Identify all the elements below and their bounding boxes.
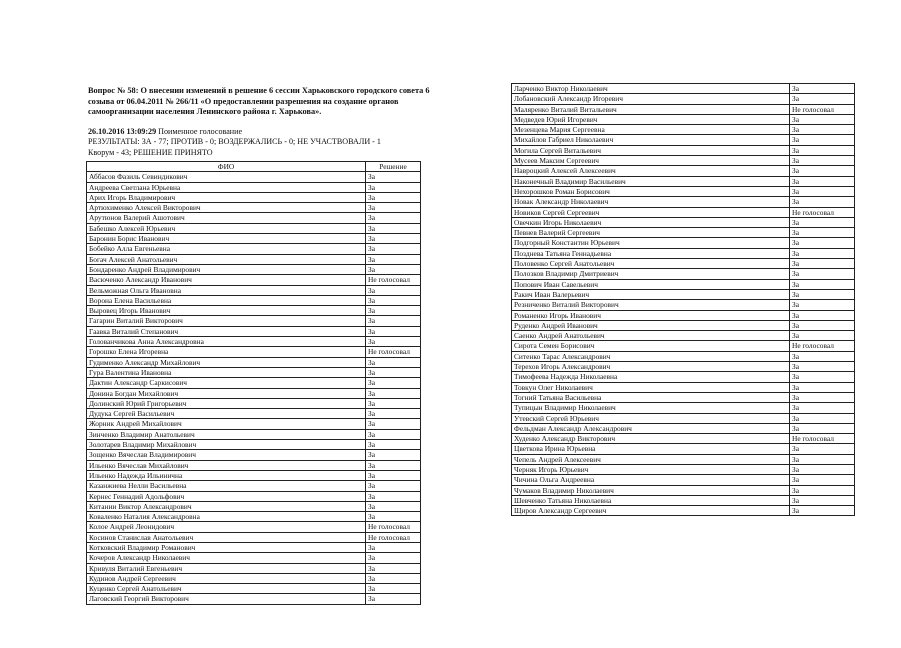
table-row <box>87 429 421 439</box>
deputy-name: Попович Иван Савельевич <box>512 279 790 289</box>
deputy-name: Тимофеева Надежда Николаевна <box>512 372 790 382</box>
vote-decision: За <box>366 172 421 182</box>
vote-decision: За <box>790 444 855 454</box>
vote-decision: За <box>366 491 421 501</box>
vote-decision: За <box>366 450 421 460</box>
vote-decision: За <box>366 192 421 202</box>
table-row <box>512 135 855 145</box>
table-row <box>512 495 855 505</box>
deputy-name: Бабешко Алексей Юрьевич <box>87 223 366 233</box>
vote-decision: За <box>366 367 421 377</box>
vote-decision: За <box>366 244 421 254</box>
deputy-name: Ракич Иван Валерьевич <box>512 289 790 299</box>
table-row <box>87 203 421 213</box>
deputy-name: Михайлов Габриел Николаевич <box>512 135 790 145</box>
vote-decision: За <box>366 553 421 563</box>
vote-decision: За <box>366 357 421 367</box>
deputy-name: Арих Игорь Владимирович <box>87 192 366 202</box>
vote-decision: За <box>366 285 421 295</box>
deputy-name: Товкун Олег Николаевич <box>512 382 790 392</box>
table-row <box>512 351 855 361</box>
table-row <box>512 156 855 166</box>
table-row <box>512 104 855 114</box>
table-row <box>512 248 855 258</box>
table-row <box>87 501 421 511</box>
table-row <box>87 316 421 326</box>
vote-decision: За <box>790 392 855 402</box>
vote-decision: За <box>366 470 421 480</box>
deputy-name: Новак Александр Николаевич <box>512 197 790 207</box>
vote-decision: За <box>790 217 855 227</box>
table-row <box>87 542 421 552</box>
table-row <box>87 512 421 522</box>
deputy-name: Шевченко Татьяна Николаевна <box>512 495 790 505</box>
table-row <box>512 300 855 310</box>
deputy-name: Певнев Валерий Сергеевич <box>512 228 790 238</box>
deputy-name: Гаавка Виталий Степанович <box>87 326 366 336</box>
table-row <box>512 320 855 330</box>
vote-table-left-body <box>87 172 421 604</box>
deputy-name: Лобановский Александр Игоревич <box>512 94 790 104</box>
deputy-name: Цветкова Ирина Юрьевна <box>512 444 790 454</box>
deputy-name: Чепель Андрей Алексеевич <box>512 454 790 464</box>
deputy-name: Саенко Андрей Анатольевич <box>512 331 790 341</box>
table-row <box>512 166 855 176</box>
deputy-name: Чичина Ольга Андреевна <box>512 475 790 485</box>
deputy-name: Ситенко Тарас Александрович <box>512 351 790 361</box>
table-row <box>87 357 421 367</box>
deputy-name: Жорник Андрей Михайлович <box>87 419 366 429</box>
vote-decision: За <box>790 495 855 505</box>
table-row <box>87 481 421 491</box>
deputy-name: Выровец Игорь Иванович <box>87 306 366 316</box>
deputy-name: Чумаков Владимир Николаевич <box>512 485 790 495</box>
table-row <box>87 491 421 501</box>
vote-decision: За <box>366 429 421 439</box>
table-row <box>512 341 855 351</box>
vote-decision: За <box>790 248 855 258</box>
vote-decision: За <box>366 213 421 223</box>
deputy-name: Косинов Станислав Анатольевич <box>87 532 366 542</box>
deputy-name: Горошко Елена Игоревна <box>87 347 366 357</box>
table-row <box>512 331 855 341</box>
table-row <box>512 423 855 433</box>
deputy-name: Позднева Татьяна Геннадьевна <box>512 248 790 258</box>
table-row <box>87 584 421 594</box>
deputy-name: Лаговский Георгий Викторович <box>87 594 366 604</box>
table-row <box>512 444 855 454</box>
table-row <box>512 289 855 299</box>
vote-decision: За <box>790 145 855 155</box>
deputy-name: Наконечный Владимир Васильевич <box>512 176 790 186</box>
deputy-name: Гудименко Александр Михайлович <box>87 357 366 367</box>
table-row <box>512 403 855 413</box>
vote-decision: За <box>790 506 855 516</box>
vote-decision: За <box>366 542 421 552</box>
deputy-name: Долинский Юрий Григорьевич <box>87 398 366 408</box>
vote-decision: Не голосовал <box>790 207 855 217</box>
deputy-name: Куценко Сергей Анатольевич <box>87 584 366 594</box>
deputy-name: Колое Андрей Леонидович <box>87 522 366 532</box>
table-row <box>87 285 421 295</box>
table-row <box>512 392 855 402</box>
deputy-name: Донина Богдан Михайлович <box>87 388 366 398</box>
vote-decision: За <box>366 398 421 408</box>
deputy-name: Котковский Владимир Романович <box>87 542 366 552</box>
table-row <box>87 440 421 450</box>
vote-decision: За <box>790 156 855 166</box>
vote-datetime: 26.10.2016 13:09:29 <box>88 127 157 136</box>
vote-decision: За <box>790 300 855 310</box>
vote-table-right <box>511 83 855 516</box>
deputy-name: Резниченко Виталий Викторович <box>512 300 790 310</box>
table-row <box>87 234 421 244</box>
deputy-name: Сирота Семен Борисович <box>512 341 790 351</box>
vote-decision: За <box>790 382 855 392</box>
vote-decision: За <box>366 388 421 398</box>
table-row <box>512 310 855 320</box>
vote-decision: За <box>790 228 855 238</box>
table-row <box>512 238 855 248</box>
table-row <box>512 372 855 382</box>
table-row <box>512 506 855 516</box>
table-row <box>512 217 855 227</box>
deputy-name: Кривуля Виталий Евгеньевич <box>87 563 366 573</box>
vote-decision: За <box>790 279 855 289</box>
vote-decision: За <box>366 223 421 233</box>
table-row <box>512 434 855 444</box>
vote-decision: За <box>790 269 855 279</box>
table-row <box>512 464 855 474</box>
table-row <box>512 259 855 269</box>
vote-decision: За <box>790 238 855 248</box>
deputy-name: Черняк Игорь Юрьевич <box>512 464 790 474</box>
vote-decision: За <box>790 125 855 135</box>
table-row <box>87 460 421 470</box>
vote-decision: За <box>366 584 421 594</box>
deputy-name: Зощенко Вячеслав Владимирович <box>87 450 366 460</box>
table-row <box>512 125 855 135</box>
deputy-name: Мезенцева Мария Сергеевна <box>512 125 790 135</box>
vote-decision: За <box>366 501 421 511</box>
deputy-name: Тогний Татьяна Васильевна <box>512 392 790 402</box>
deputy-name: Бобейко Алла Евгеньевна <box>87 244 366 254</box>
deputy-name: Васюченко Александр Иванович <box>87 275 366 285</box>
vote-type: Поименное голосование <box>158 127 243 136</box>
table-row <box>87 378 421 388</box>
vote-decision: Не голосовал <box>366 522 421 532</box>
table-row <box>87 326 421 336</box>
deputy-name: Худенко Александр Викторович <box>512 434 790 444</box>
table-row <box>87 573 421 583</box>
table-row <box>87 275 421 285</box>
table-row <box>512 145 855 155</box>
table-row <box>512 94 855 104</box>
deputy-name: Щиров Александр Сергеевич <box>512 506 790 516</box>
table-row <box>512 382 855 392</box>
deputy-name: Арутюнов Валерий Ашотович <box>87 213 366 223</box>
vote-decision: Не голосовал <box>790 341 855 351</box>
vote-decision: За <box>790 310 855 320</box>
results-line: РЕЗУЛЬТАТЫ: ЗА - 77; ПРОТИВ - 0; ВОЗДЕРЖАЛИСЬ - 0; НЕ УЧАСТВОВАЛИ - 1 <box>88 137 381 147</box>
table-row <box>512 269 855 279</box>
vote-decision: За <box>790 289 855 299</box>
vote-decision: За <box>366 316 421 326</box>
vote-decision: За <box>366 378 421 388</box>
vote-summary <box>88 127 433 158</box>
vote-decision: За <box>790 475 855 485</box>
deputy-name: Романенко Игорь Иванович <box>512 310 790 320</box>
table-row <box>512 114 855 124</box>
deputy-name: Золотарев Владимир Михайлович <box>87 440 366 450</box>
deputy-name: Гура Валентина Ивановна <box>87 367 366 377</box>
vote-decision: За <box>790 135 855 145</box>
table-row <box>87 398 421 408</box>
deputy-name: Терехов Игорь Александрович <box>512 362 790 372</box>
deputy-name: Казанжиева Нелли Васильевна <box>87 481 366 491</box>
vote-decision: За <box>366 419 421 429</box>
vote-decision: За <box>366 306 421 316</box>
deputy-name: Богач Алексей Анатольевич <box>87 254 366 264</box>
deputy-name: Вельможная Ольга Ивановна <box>87 285 366 295</box>
deputy-name: Голованчикова Анна Александровна <box>87 337 366 347</box>
vote-decision: За <box>366 481 421 491</box>
header-name: ФИО <box>87 162 366 172</box>
table-row <box>512 454 855 464</box>
table-row <box>87 264 421 274</box>
table-row <box>87 594 421 604</box>
vote-decision: Не голосовал <box>790 104 855 114</box>
vote-decision: За <box>366 264 421 274</box>
vote-decision: Не голосовал <box>790 434 855 444</box>
vote-decision: За <box>790 166 855 176</box>
vote-decision: За <box>790 413 855 423</box>
table-row <box>87 295 421 305</box>
table-row <box>512 84 855 94</box>
deputy-name: Дактин Александр Саркисович <box>87 378 366 388</box>
vote-decision: За <box>790 362 855 372</box>
deputy-name: Овечкин Игорь Николаевич <box>512 217 790 227</box>
deputy-name: Дудука Сергей Васильевич <box>87 409 366 419</box>
vote-decision: За <box>366 440 421 450</box>
table-row <box>87 172 421 182</box>
vote-decision: За <box>366 460 421 470</box>
table-row <box>87 367 421 377</box>
vote-decision: За <box>790 454 855 464</box>
vote-decision: За <box>366 326 421 336</box>
table-row <box>87 244 421 254</box>
deputy-name: Кернес Геннадий Адольфович <box>87 491 366 501</box>
deputy-name: Ворона Елена Васильевна <box>87 295 366 305</box>
vote-decision: За <box>790 331 855 341</box>
vote-decision: За <box>366 254 421 264</box>
deputy-name: Навроцкий Алексей Алексеевич <box>512 166 790 176</box>
deputy-name: Аббасов Фазиль Севиндикович <box>87 172 366 182</box>
vote-decision: За <box>790 259 855 269</box>
vote-decision: За <box>366 594 421 604</box>
vote-decision: За <box>366 563 421 573</box>
deputy-name: Руденко Андрей Иванович <box>512 320 790 330</box>
vote-decision: Не голосовал <box>366 532 421 542</box>
table-row <box>87 306 421 316</box>
deputy-name: Ильенко Вячеслав Михайлович <box>87 460 366 470</box>
deputy-name: Андреева Светлана Юрьевна <box>87 182 366 192</box>
vote-decision: За <box>366 409 421 419</box>
deputy-name: Новиков Сергей Сергеевич <box>512 207 790 217</box>
vote-decision: За <box>790 464 855 474</box>
deputy-name: Ильенко Надежда Ильинична <box>87 470 366 480</box>
table-row <box>87 182 421 192</box>
table-row <box>87 522 421 532</box>
vote-datetime-line <box>88 127 433 137</box>
deputy-name: Зинченко Владимир Анатольевич <box>87 429 366 439</box>
deputy-name: Фельдман Александр Александрович <box>512 423 790 433</box>
table-row <box>87 223 421 233</box>
question-title: Вопрос № 58: О внесении изменений в решение 6 сессии Харьковского городского совета 6 созыва от 06.04.2011 № 266/11 «О предоставлении разрешения на создание органов самоорганизации населения Ленинского района г. Харькова». <box>88 86 430 116</box>
table-row <box>87 254 421 264</box>
table-row <box>512 228 855 238</box>
deputy-name: Маляренко Виталий Витальевич <box>512 104 790 114</box>
vote-decision: За <box>790 84 855 94</box>
table-row <box>87 337 421 347</box>
deputy-name: Мусеев Максим Сергеевич <box>512 156 790 166</box>
table-row <box>512 362 855 372</box>
vote-decision: За <box>790 176 855 186</box>
table-row <box>87 553 421 563</box>
quorum-line: Кворум - 43; РЕШЕНИЕ ПРИНЯТО <box>88 147 213 157</box>
vote-decision: За <box>790 351 855 361</box>
table-row <box>87 192 421 202</box>
table-row <box>87 388 421 398</box>
table-row <box>512 413 855 423</box>
vote-decision: За <box>790 485 855 495</box>
deputy-name: Половенко Сергей Анатольевич <box>512 259 790 269</box>
table-row <box>512 197 855 207</box>
table-row <box>87 470 421 480</box>
vote-decision: За <box>366 234 421 244</box>
table-header-row <box>87 162 421 172</box>
vote-table-left <box>86 161 421 605</box>
header-decision: Решение <box>366 162 421 172</box>
table-row <box>512 176 855 186</box>
vote-decision: За <box>366 337 421 347</box>
vote-decision: За <box>790 186 855 196</box>
vote-decision: За <box>790 403 855 413</box>
table-row <box>87 409 421 419</box>
vote-decision: За <box>790 197 855 207</box>
vote-decision: За <box>790 372 855 382</box>
deputy-name: Нехорошков Роман Борисович <box>512 186 790 196</box>
vote-decision: За <box>366 573 421 583</box>
deputy-name: Кочеров Александр Николаевич <box>87 553 366 563</box>
vote-decision: За <box>790 114 855 124</box>
vote-decision: Не голосовал <box>366 275 421 285</box>
deputy-name: Китании Виктор Александрович <box>87 501 366 511</box>
table-row <box>87 419 421 429</box>
vote-decision: Не голосовал <box>366 347 421 357</box>
vote-table-right-body <box>512 84 855 516</box>
deputy-name: Коваленко Наталия Александровна <box>87 512 366 522</box>
vote-decision: За <box>790 320 855 330</box>
vote-decision: За <box>366 182 421 192</box>
deputy-name: Подгорный Константин Юрьевич <box>512 238 790 248</box>
table-row <box>512 279 855 289</box>
deputy-name: Ларченко Виктор Николаевич <box>512 84 790 94</box>
vote-decision: За <box>790 423 855 433</box>
vote-decision: За <box>366 203 421 213</box>
deputy-name: Баронин Борис Иванович <box>87 234 366 244</box>
table-row <box>87 563 421 573</box>
table-row <box>512 475 855 485</box>
table-row <box>512 186 855 196</box>
deputy-name: Тупицын Владимир Николаевич <box>512 403 790 413</box>
table-row <box>512 485 855 495</box>
table-row <box>87 532 421 542</box>
deputy-name: Бондаренко Андрей Владимирович <box>87 264 366 274</box>
deputy-name: Могила Сергей Витальевич <box>512 145 790 155</box>
table-row <box>512 207 855 217</box>
table-row <box>87 347 421 357</box>
deputy-name: Артюхименко Алексей Викторович <box>87 203 366 213</box>
deputy-name: Гагарин Виталий Викторович <box>87 316 366 326</box>
deputy-name: Медведев Юрий Игоревич <box>512 114 790 124</box>
vote-decision: За <box>790 94 855 104</box>
deputy-name: Кудинов Андрей Сергеевич <box>87 573 366 583</box>
table-row <box>87 213 421 223</box>
deputy-name: Полозков Владимир Дмитриевич <box>512 269 790 279</box>
table-row <box>87 450 421 460</box>
vote-decision: За <box>366 512 421 522</box>
deputy-name: Утевский Сергей Юрьевич <box>512 413 790 423</box>
vote-decision: За <box>366 295 421 305</box>
